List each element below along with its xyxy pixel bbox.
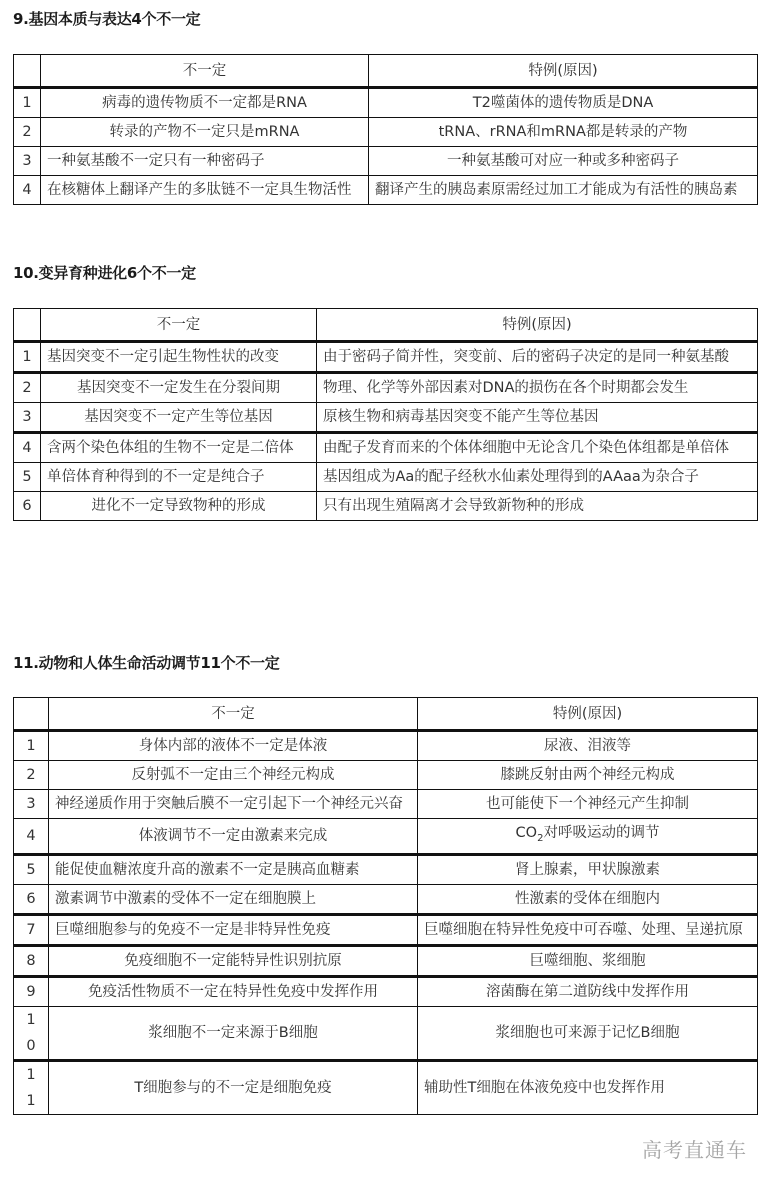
not-necessarily-cell: 体液调节不一定由激素来完成 bbox=[49, 819, 418, 855]
exception-cell: T2噬菌体的遗传物质是DNA bbox=[369, 88, 758, 118]
not-necessarily-cell: 一种氨基酸不一定只有一种密码子 bbox=[41, 147, 369, 176]
row-num: 2 bbox=[14, 373, 41, 403]
exception-subscript: 2 bbox=[537, 832, 544, 844]
table-row bbox=[14, 1060, 758, 1114]
watermark: 高考直通车 bbox=[642, 1138, 747, 1162]
not-necessarily-cell: T细胞参与的不一定是细胞免疫 bbox=[49, 1060, 418, 1114]
not-necessarily-cell: 能促使血糖浓度升高的激素不一定是胰高血糖素 bbox=[49, 854, 418, 884]
row-num: 9 bbox=[14, 976, 49, 1006]
exception-cell: 肾上腺素，甲状腺激素 bbox=[418, 854, 758, 884]
exception-cell: 也可能使下一个神经元产生抑制 bbox=[418, 790, 758, 819]
not-necessarily-cell: 身体内部的液体不一定是体液 bbox=[49, 731, 418, 761]
not-necessarily-cell: 基因突变不一定发生在分裂间期 bbox=[41, 373, 317, 403]
table-row bbox=[14, 433, 758, 463]
not-necessarily-cell: 转录的产物不一定只是mRNA bbox=[41, 118, 369, 147]
row-num-digit: 1 bbox=[26, 1066, 36, 1083]
table-row bbox=[14, 463, 758, 492]
exception-cell: 膝跳反射由两个神经元构成 bbox=[418, 761, 758, 790]
row-num: 6 bbox=[14, 884, 49, 914]
row-num: 4 bbox=[14, 433, 41, 463]
header-num bbox=[14, 55, 41, 88]
row-num: 7 bbox=[14, 914, 49, 945]
row-num: 1 bbox=[14, 88, 41, 118]
table-row bbox=[14, 854, 758, 884]
exception-rest: 对呼吸运动的调节 bbox=[543, 825, 660, 841]
section-10-title: 10.变异育种进化6个不一定 bbox=[13, 264, 196, 282]
exception-cell: 性激素的受体在细胞内 bbox=[418, 884, 758, 914]
row-num-digit: 0 bbox=[26, 1037, 36, 1054]
header-exception: 特例(原因) bbox=[317, 309, 758, 342]
header-num bbox=[14, 309, 41, 342]
not-necessarily-cell: 进化不一定导致物种的形成 bbox=[41, 492, 317, 521]
exception-cell: 由于密码子简并性，突变前、后的密码子决定的是同一种氨基酸 bbox=[317, 342, 758, 373]
row-num: 3 bbox=[14, 147, 41, 176]
row-num: 3 bbox=[14, 790, 49, 819]
table-row bbox=[14, 118, 758, 147]
row-num: 2 bbox=[14, 761, 49, 790]
row-num: 1 bbox=[14, 731, 49, 761]
table-variation-breeding-evolution bbox=[13, 308, 758, 521]
table-row bbox=[14, 176, 758, 205]
not-necessarily-cell: 基因突变不一定产生等位基因 bbox=[41, 403, 317, 433]
not-necessarily-cell: 含两个染色体组的生物不一定是二倍体 bbox=[41, 433, 317, 463]
table-row bbox=[14, 1006, 758, 1060]
table-row bbox=[14, 884, 758, 914]
exception-cell: tRNA、rRNA和mRNA都是转录的产物 bbox=[369, 118, 758, 147]
row-num-digit: 1 bbox=[26, 1011, 36, 1028]
row-num: 2 bbox=[14, 118, 41, 147]
not-necessarily-cell: 激素调节中激素的受体不一定在细胞膜上 bbox=[49, 884, 418, 914]
table-animal-human-regulation bbox=[13, 697, 758, 1115]
header-num bbox=[14, 698, 49, 731]
exception-cell: 溶菌酶在第二道防线中发挥作用 bbox=[418, 976, 758, 1006]
header-exception: 特例(原因) bbox=[418, 698, 758, 731]
row-num-digit: 1 bbox=[26, 1092, 36, 1109]
exception-cell: 尿液、泪液等 bbox=[418, 731, 758, 761]
table-row bbox=[14, 373, 758, 403]
exception-cell: 一种氨基酸可对应一种或多种密码子 bbox=[369, 147, 758, 176]
exception-cell: 巨噬细胞、浆细胞 bbox=[418, 945, 758, 976]
row-num bbox=[14, 1006, 49, 1060]
not-necessarily-cell: 基因突变不一定引起生物性状的改变 bbox=[41, 342, 317, 373]
not-necessarily-cell: 巨噬细胞参与的免疫不一定是非特异性免疫 bbox=[49, 914, 418, 945]
exception-cell: 翻译产生的胰岛素原需经过加工才能成为有活性的胰岛素 bbox=[369, 176, 758, 205]
table-row bbox=[14, 492, 758, 521]
table-row bbox=[14, 761, 758, 790]
section-11-title: 11.动物和人体生命活动调节11个不一定 bbox=[13, 654, 280, 672]
exception-cell: 辅助性T细胞在体液免疫中也发挥作用 bbox=[418, 1060, 758, 1114]
not-necessarily-cell: 单倍体育种得到的不一定是纯合子 bbox=[41, 463, 317, 492]
not-necessarily-cell: 反射弧不一定由三个神经元构成 bbox=[49, 761, 418, 790]
not-necessarily-cell: 免疫活性物质不一定在特异性免疫中发挥作用 bbox=[49, 976, 418, 1006]
table-row bbox=[14, 945, 758, 976]
exception-co: CO bbox=[515, 825, 538, 841]
not-necessarily-cell: 浆细胞不一定来源于B细胞 bbox=[49, 1006, 418, 1060]
exception-cell: 浆细胞也可来源于记忆B细胞 bbox=[418, 1006, 758, 1060]
header-not-necessarily: 不一定 bbox=[41, 309, 317, 342]
table-row bbox=[14, 790, 758, 819]
exception-cell: 基因组成为Aa的配子经秋水仙素处理得到的AAaa为杂合子 bbox=[317, 463, 758, 492]
exception-cell: 由配子发育而来的个体体细胞中无论含几个染色体组都是单倍体 bbox=[317, 433, 758, 463]
table-row bbox=[14, 403, 758, 433]
row-num: 4 bbox=[14, 819, 49, 855]
row-num: 4 bbox=[14, 176, 41, 205]
table-row bbox=[14, 731, 758, 761]
table-gene-expression bbox=[13, 54, 758, 205]
header-not-necessarily: 不一定 bbox=[49, 698, 418, 731]
exception-cell: 只有出现生殖隔离才会导致新物种的形成 bbox=[317, 492, 758, 521]
exception-cell: 巨噬细胞在特异性免疫中可吞噬、处理、呈递抗原 bbox=[418, 914, 758, 945]
row-num: 8 bbox=[14, 945, 49, 976]
not-necessarily-cell: 免疫细胞不一定能特异性识别抗原 bbox=[49, 945, 418, 976]
exception-cell: 物理、化学等外部因素对DNA的损伤在各个时期都会发生 bbox=[317, 373, 758, 403]
row-num: 1 bbox=[14, 342, 41, 373]
row-num bbox=[14, 1060, 49, 1114]
not-necessarily-cell: 在核糖体上翻译产生的多肽链不一定具生物活性 bbox=[41, 176, 369, 205]
row-num: 3 bbox=[14, 403, 41, 433]
header-exception: 特例(原因) bbox=[369, 55, 758, 88]
row-num: 5 bbox=[14, 463, 41, 492]
table-header-row bbox=[14, 55, 758, 88]
exception-cell bbox=[418, 819, 758, 855]
row-num: 5 bbox=[14, 854, 49, 884]
table-row bbox=[14, 88, 758, 118]
table-row bbox=[14, 147, 758, 176]
header-not-necessarily: 不一定 bbox=[41, 55, 369, 88]
table-header-row bbox=[14, 698, 758, 731]
section-9-title: 9.基因本质与表达4个不一定 bbox=[13, 10, 201, 28]
table-row bbox=[14, 342, 758, 373]
table-row bbox=[14, 914, 758, 945]
table-row bbox=[14, 976, 758, 1006]
table-row bbox=[14, 819, 758, 855]
not-necessarily-cell: 神经递质作用于突触后膜不一定引起下一个神经元兴奋 bbox=[49, 790, 418, 819]
row-num: 6 bbox=[14, 492, 41, 521]
table-header-row bbox=[14, 309, 758, 342]
not-necessarily-cell: 病毒的遗传物质不一定都是RNA bbox=[41, 88, 369, 118]
exception-cell: 原核生物和病毒基因突变不能产生等位基因 bbox=[317, 403, 758, 433]
